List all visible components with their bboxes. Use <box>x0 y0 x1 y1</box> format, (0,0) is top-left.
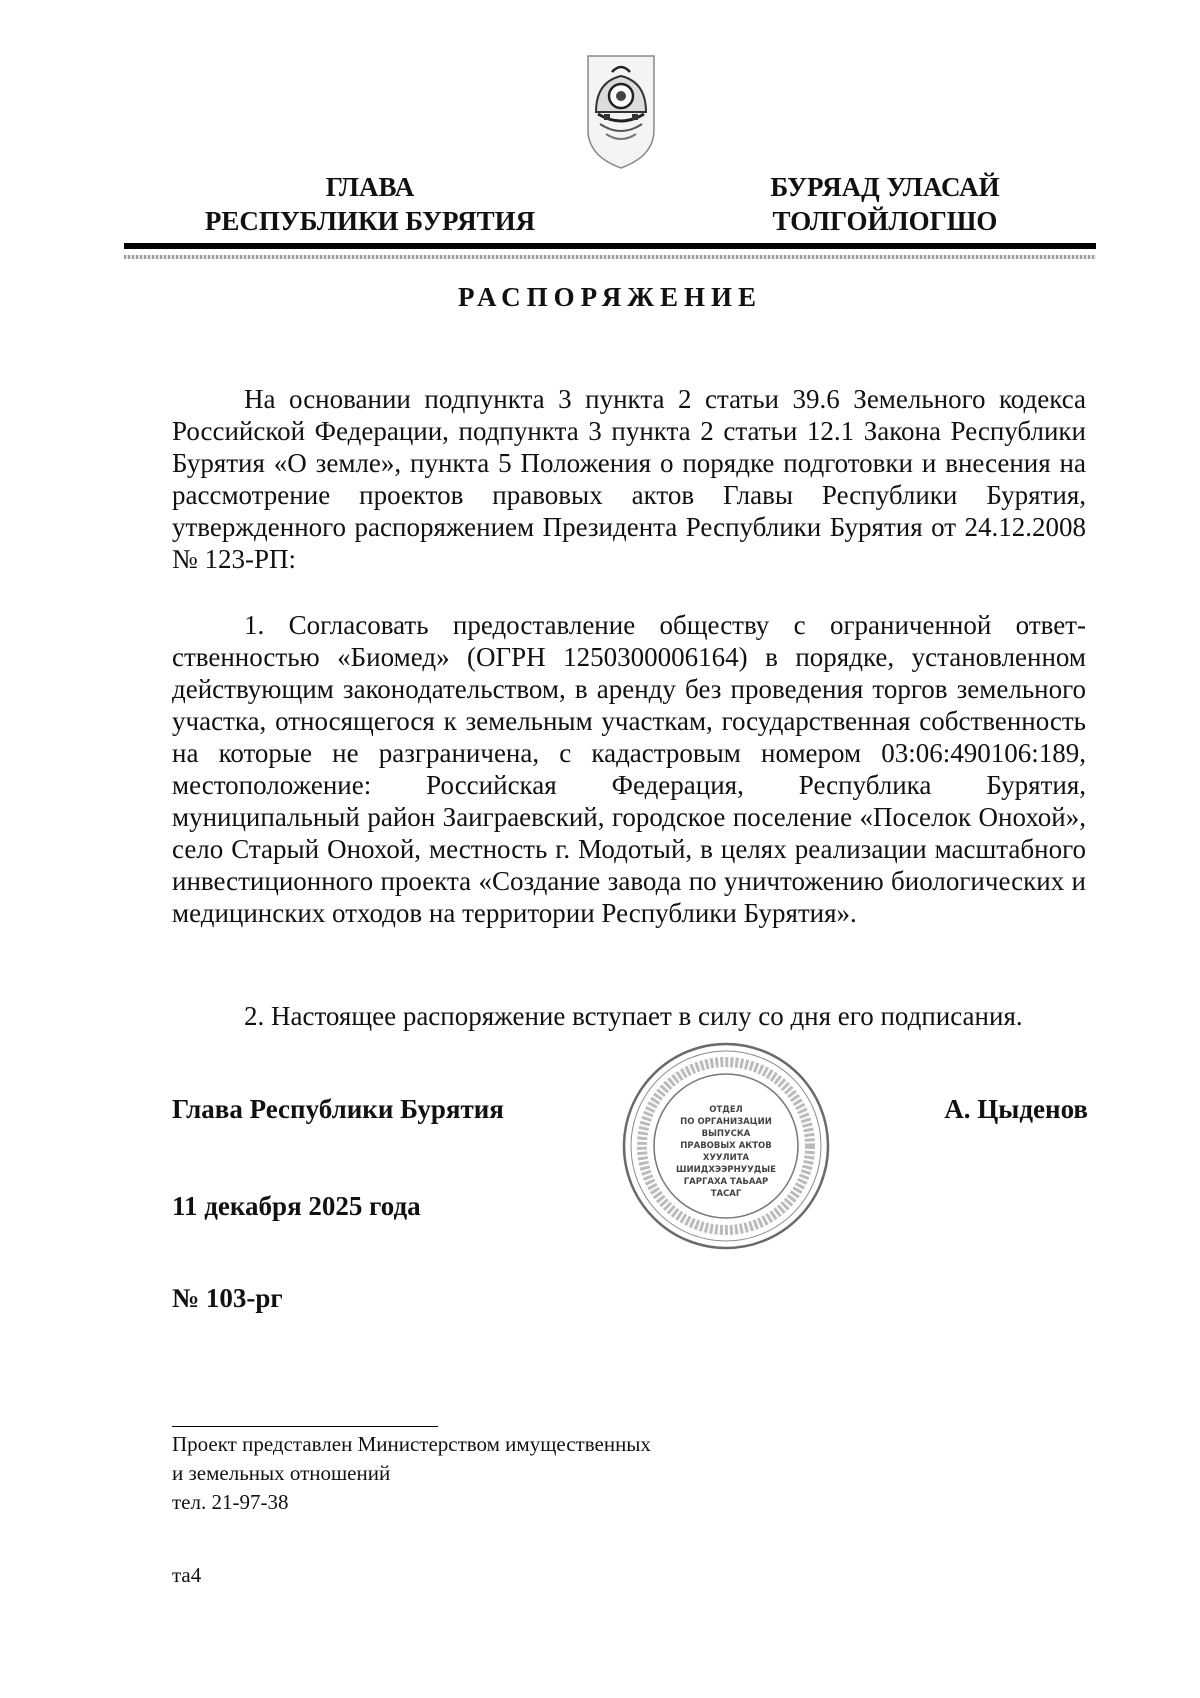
document-number: № 103-рг <box>172 1283 283 1313</box>
footer-line-2: и земельных отношений <box>172 1461 391 1485</box>
footer-line-1: Проект представлен Министерством имущественных <box>172 1432 651 1456</box>
document-title: РАСПОРЯЖЕНИЕ <box>457 282 763 312</box>
signatory-name: А. Цыденов <box>944 1094 1088 1124</box>
seal-line-3: ВЫПУСКА <box>701 1129 751 1139</box>
seal-line-6: ШИИДХЭЭРНУУДЫЕ <box>676 1165 776 1175</box>
header-right <box>720 170 1050 238</box>
seal-line-5: ХУУЛИТА <box>702 1153 750 1163</box>
document-date: 11 декабря 2025 года <box>172 1191 421 1221</box>
header-right-line2: ТОЛГОЙЛОГШО <box>772 206 998 236</box>
header-rule-thick <box>124 243 1096 249</box>
official-seal-icon <box>620 1040 832 1252</box>
seal-line-7: ГАРГАХА ТАЬААР <box>683 1177 769 1187</box>
coat-of-arms-icon <box>584 52 658 172</box>
seal-line-8: ТАСАГ <box>710 1189 742 1199</box>
item-1-paragraph: 1. Согласовать предоставление обществу с ограниченной ответственностью «Биомед» (ОГРН 1250300006164) в порядке, установленном действующим законодательством, в аренду без проведения торгов земельного участка, относящегося к земельным участкам, государственная собственность на которые не разграничена, с кадастровым номером 03:06:490106:189, местоположение: Российская Федерация, Республика Бурятия, муниципальный район Заиграевский, городское поселение «Поселок Онохой», село Старый Онохой, местность г. Модотый, в целях реализации масштабного инвестиционного проекта «Создание завода по уничтожению биологических и медицинских отходов на территории Республики Бурятия». <box>172 610 1086 928</box>
header-right-line1: БУРЯАД УЛАСАЙ <box>770 172 1000 202</box>
header-left-line1: ГЛАВА <box>325 172 415 202</box>
header-left <box>160 170 580 238</box>
header-left-line2: РЕСПУБЛИКИ БУРЯТИЯ <box>204 206 536 236</box>
seal-line-2: ПО ОРГАНИЗАЦИИ <box>680 1117 772 1127</box>
footer-rule <box>172 1426 438 1427</box>
item-2-paragraph: 2. Настоящее распоряжение вступает в силу со дня его подписания. <box>244 1001 1023 1031</box>
signatory-position: Глава Республики Бурятия <box>172 1094 504 1124</box>
footer-code: та4 <box>172 1563 202 1587</box>
header-rule-thin <box>124 255 1096 259</box>
seal-line-4: ПРАВОВЫХ АКТОВ <box>680 1141 772 1151</box>
preamble-paragraph: На основании подпункта 3 пункта 2 статьи 39.6 Земельного кодекса Российской Федерации, подпункта 3 пункта 2 статьи 12.1 Закона Республики Бурятия «О земле», пункта 5 Положения о порядке подготовки и внесения на рассмотрение проектов правовых актов Главы Республики Бурятия, утвержденного распоряжением Президента Республики Бурятия от 24.12.2008 № 123-РП: <box>172 384 1086 574</box>
seal-line-1: ОТДЕЛ <box>709 1105 743 1115</box>
footer-phone: тел. 21-97-38 <box>172 1490 289 1514</box>
